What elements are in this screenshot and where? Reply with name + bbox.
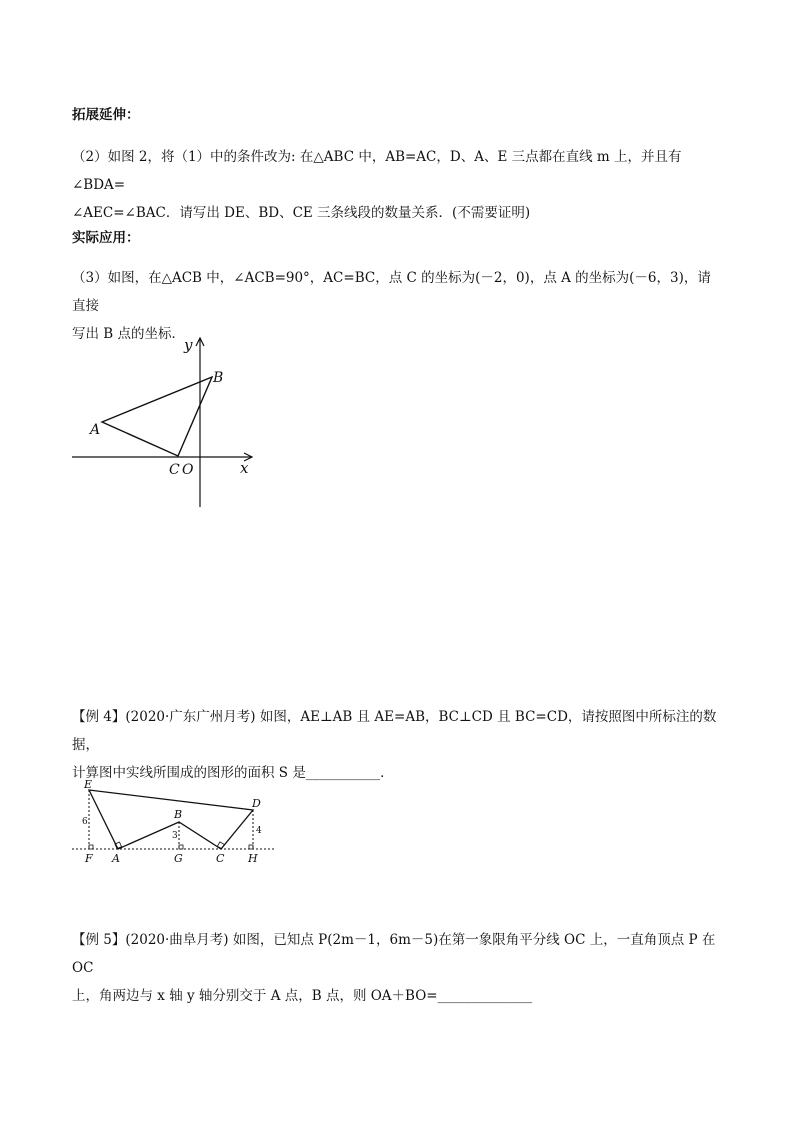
example-4-line-1: 【例 4】(2020·广东广州月考) 如图，AE⊥AB 且 AE=AB，BC⊥CD 且 BC=CD，请按照图中所标注的数据， <box>72 709 717 753</box>
example-5-line-1: 【例 5】(2020·曲阜月考) 如图，已知点 P(2m－1，6m－5)在第一象限角平分线 OC 上，一直角顶点 P 在 OC <box>72 932 716 976</box>
section-heading-application-text: 实际应用： <box>72 230 140 246</box>
triangle-acb <box>102 377 212 456</box>
example-5-line-2-text: 上，角两边与 x 轴 y 轴分别交于 A 点，B 点，则 OA＋BO= <box>72 988 438 1004</box>
section-heading-extension <box>72 103 724 123</box>
label-a: A <box>112 852 120 865</box>
label-c: C <box>216 852 225 865</box>
num-6: 6 <box>82 817 88 827</box>
label-c: C <box>169 462 180 478</box>
polygon-eabcd <box>89 790 253 849</box>
label-g: G <box>174 852 183 865</box>
problem-3-line-2: 写出 B 点的坐标． <box>72 326 186 342</box>
label-b: B <box>213 370 224 386</box>
label-o: O <box>182 462 194 478</box>
example-4-line-2-text: 计算图中实线所围成的图形的面积 S 是 <box>72 765 306 781</box>
example-5 <box>72 926 724 1010</box>
right-angle-g <box>179 845 183 849</box>
problem-2-line-1: （2）如图 2，将（1）中的条件改为: 在△ABC 中，AB=AC，D、A、E 三点都在直线 m 上，并且有∠BDA= <box>72 149 682 193</box>
example-4 <box>72 703 724 787</box>
label-b: B <box>174 808 183 821</box>
right-angle-h <box>249 845 253 849</box>
problem-2 <box>72 143 724 227</box>
num-3: 3 <box>172 831 178 841</box>
label-e: E <box>84 778 93 791</box>
section-heading-application <box>72 226 724 246</box>
label-f: F <box>85 852 93 865</box>
problem-3-line-1: （3）如图，在△ACB 中，∠ACB=90°，AC=BC，点 C 的坐标为(－2，0)，点 A 的坐标为(－6，3)，请直接 <box>72 270 711 314</box>
figure-coordinate-triangle <box>60 330 280 515</box>
label-x: x <box>240 459 249 477</box>
example-4-answer-blank[interactable]: ___________ <box>305 765 381 781</box>
label-a: A <box>90 422 101 438</box>
example-4-tail: ． <box>380 765 394 781</box>
figure-area-polygon <box>66 776 286 868</box>
section-heading-extension-text: 拓展延伸： <box>72 107 140 123</box>
example-5-line-2 <box>72 982 724 1010</box>
num-4: 4 <box>256 826 262 836</box>
right-angle-f <box>89 845 93 849</box>
example-5-answer-blank[interactable]: ______________ <box>437 988 533 1004</box>
label-y: y <box>184 336 193 354</box>
label-h: H <box>248 852 258 865</box>
label-d: D <box>252 797 261 810</box>
problem-2-line-2: ∠AEC=∠BAC．请写出 DE、BD、CE 三条线段的数量关系．(不需要证明) <box>72 205 531 221</box>
